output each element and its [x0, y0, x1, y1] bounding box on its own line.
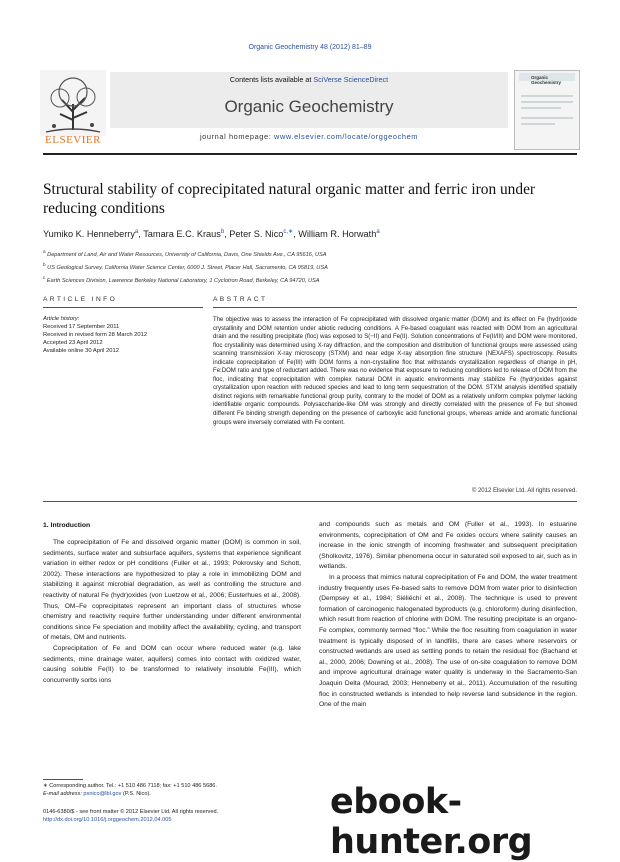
author-name: William R. Horwath: [298, 229, 377, 240]
doi-link[interactable]: http://dx.doi.org/10.1016/j.orggeochem.2012.04.005: [43, 817, 172, 823]
body-column-left: [43, 538, 301, 686]
affiliation: $^a$ Department of Land, Air and Water Resources, University of California, Davis, One Shields Ave., CA 95616, USA: [43, 249, 327, 258]
elsevier-logo: [40, 70, 106, 148]
abstract-bottom-divider: [43, 501, 577, 502]
author-name: Yumiko K. Henneberry: [43, 229, 135, 240]
author-affil-link[interactable]: a: [376, 229, 380, 235]
journal-homepage: [110, 132, 508, 141]
affiliation-list: [43, 247, 583, 286]
abstract-text: The objective was to assess the interaction of Fe coprecipitated with dissolved organic matter (DOM) and its effect on Fe (hydr)oxide crystallinity and DOM retention under abiotic reducing conditions. A Fe-based coagulant was reacted with DOM from an agricultural drain and the resulting precipitate (floc) was exposed to S(−II) and Fe(II). Solution concentrations of Fe(II/III) and DOM were monitored, floc crystallinity was determined using X-ray diffraction, and the composition and distribution of functional groups were assessed using scanning transmission X-ray microscopy (STXM) and near edge X-ray absorption fine structure (NEXAFS) spectroscopy. Results indicate coprecipitation of Fe(III) with DOM forms a non-crystalline floc that withstands crystallization regardless of change in pH, Fe:DOM ratio and type of reductant added. There was no evidence that exposure to reducing conditions led to release of DOM from the floc, indicating that coprecipitation with complex natural DOM in aquatic environments may stabilize Fe (hydr)oxides against crystallization upon reaction with reduced species and lead to long term sequestration of the DOM. STXM analysis identified spatially distinct regions with remarkable functional group purity, contrary to the model of DOM as a relatively uniform complex polymer lacking identifiable organic compounds. Polysaccharide-like OM was strongly and directly correlated with the presence of Fe but showed different Fe binding strength depending on the presence of carboxylic acid functional groups, whereas amide and aromatic functional groups were inversely correlated with Fe content.: [213, 317, 577, 426]
contents-prefix: Contents lists available at: [229, 75, 314, 84]
corresponding-author: ∗ Corresponding author. Tel.: +1 510 486 7118; fax: +1 510 486 5686.: [43, 783, 217, 789]
body-paragraph: In a process that mimics natural coprecipitation of Fe and DOM, the water treatment industry frequently uses Fe-based salts to remove DOM from water prior to disinfection (Dempsey et al., 1984; Siéliéchi et al., 2008). The technique is used to prevent formation of carcinogenic halogenated byproducts (e.g. chloroform) during disinfection, which result from reaction of chlorine with DOM. The resulting precipitate is an organo-Fe complex, commonly termed “floc.” While the floc resulting from coagulation in water treatment is typically disposed of in landfills, there are cases where reservoirs or constructed wetlands are used as settling ponds to retain the residual floc (Bachand et al., 2000, 2006; Downing et al., 2008). The use of on-site coagulation to remove DOM and improve agricultural drainage water quality is underway in the Sacramento-San Joaquin Delta (Mourad, 2003; Henneberry et al., 2011). Accumulation of the resulting floc in constructed wetlands is intended to help reverse land subsidence in the region. One of the main: [319, 573, 577, 709]
abstract-heading: ABSTRACT: [213, 296, 268, 303]
homepage-label: journal homepage:: [199, 132, 275, 141]
history-accepted: Accepted 23 April 2012: [43, 340, 103, 347]
cover-title: Organic Geochemistry: [531, 75, 562, 85]
author-affil-link[interactable]: c,∗: [283, 229, 294, 235]
body-paragraph: Coprecipitation of Fe and DOM can occur where reduced water (e.g. lake sediments, mine drainage water, aquifers) comes into contact with oxidized water, causing soluble Fe(II) to be transformed to relatively insoluble Fe(III), which concurrently sorbs ions: [43, 644, 301, 684]
email-link[interactable]: psnico@lbl.gov: [83, 791, 122, 797]
affiliation: $^b$ US Geological Survey, California Water Science Center, 6000 J. Street, Placer Hall, Sacramento, CA 95819, USA: [43, 261, 328, 271]
author-affil-link[interactable]: a: [134, 229, 139, 235]
email-line: E-mail address: psnico@lbl.gov (P.S. Nico).: [43, 791, 151, 797]
elsevier-wordmark: ELSEVIER: [45, 134, 101, 146]
article-info-heading: ARTICLE INFO: [43, 296, 118, 303]
body-column-right: [319, 520, 577, 711]
history-received: Received 17 September 2011: [43, 324, 120, 331]
author-name: Tamara E.C. Kraus: [143, 229, 221, 240]
body-paragraph: The coprecipitation of Fe and dissolved organic matter (DOM) is common in soil, sediments, surface water and subsurface aquifers, systems that experience significant variation in either redox or pH conditions (Fuller et al., 1993; Pokrovsky and Schott, 2002). These interactions are hypothesized to play a role in immobilizing DOM and stabilizing it against microbial degradation, as well as controlling the structure and reactivity of natural Fe (hydr)oxides (von Luetzow et al., 2006; Eusterhues et al., 2008). Thus, OM–Fe coprecipitates represent an important class of structures whose chemistry and reactivity require further understanding under different environmental conditions since Fe speciation and mobility affect the availability, cycling, and transport of metals, OM and nutrients.: [43, 539, 301, 642]
body-paragraph: and compounds such as metals and OM (Fuller et al., 1993). In estuarine environments, coprecipitation of OM and Fe oxides occurs where salinity causes an increase in the ionic strength of incoming freshwater and subsequent precipitation (Sholkovitz, 1976). Similar phenomena occur in saturated soil exposed to air, such as in wetlands.: [319, 521, 577, 571]
abstract-divider: [213, 307, 577, 308]
sciencedirect-link[interactable]: SciVerse ScienceDirect: [313, 75, 389, 84]
issn-line: 0146-6380/$ - see front matter © 2012 Elsevier Ltd. All rights reserved.: [43, 809, 219, 815]
introduction-heading: 1. Introduction: [43, 522, 91, 529]
author-affil-link[interactable]: b: [220, 229, 225, 235]
article-info-divider: [43, 307, 203, 308]
author-list: Yumiko K. Henneberry$^a$, Tamara E.C. Kraus$^b$, Peter S. Nico$^{c,∗}$, William R. Horwath$^a$: [43, 229, 380, 240]
author-name: Peter S. Nico: [229, 229, 284, 240]
affiliation: $^c$ Earth Sciences Division, Lawrence Berkeley National Laboratory, 1 Cyclotron Road, Berkeley, CA 94720, USA: [43, 274, 320, 284]
corresponding-author-footnote: [43, 782, 301, 798]
history-online: Available online 30 April 2012: [43, 348, 119, 355]
footnote-divider: [43, 779, 83, 780]
homepage-link[interactable]: www.elsevier.com/locate/orggeochem: [274, 132, 419, 141]
journal-title: Organic Geochemistry: [224, 97, 394, 116]
journal-cover-thumbnail: [514, 70, 580, 150]
copyright-notice: © 2012 Elsevier Ltd. All rights reserved.: [471, 488, 577, 494]
journal-reference[interactable]: Organic Geochemistry 48 (2012) 81–89: [248, 44, 372, 51]
history-revised: Received in revised form 28 March 2012: [43, 332, 148, 339]
issn-block: [43, 808, 301, 824]
watermark: ebook-hunter.org: [330, 782, 533, 862]
contents-line: [110, 75, 508, 84]
article-history: [43, 315, 203, 355]
article-title: Structural stability of coprecipitated natural organic matter and ferric iron under reducing conditions: [43, 181, 536, 217]
history-label: Article history:: [43, 316, 80, 322]
header-divider: [43, 153, 577, 155]
